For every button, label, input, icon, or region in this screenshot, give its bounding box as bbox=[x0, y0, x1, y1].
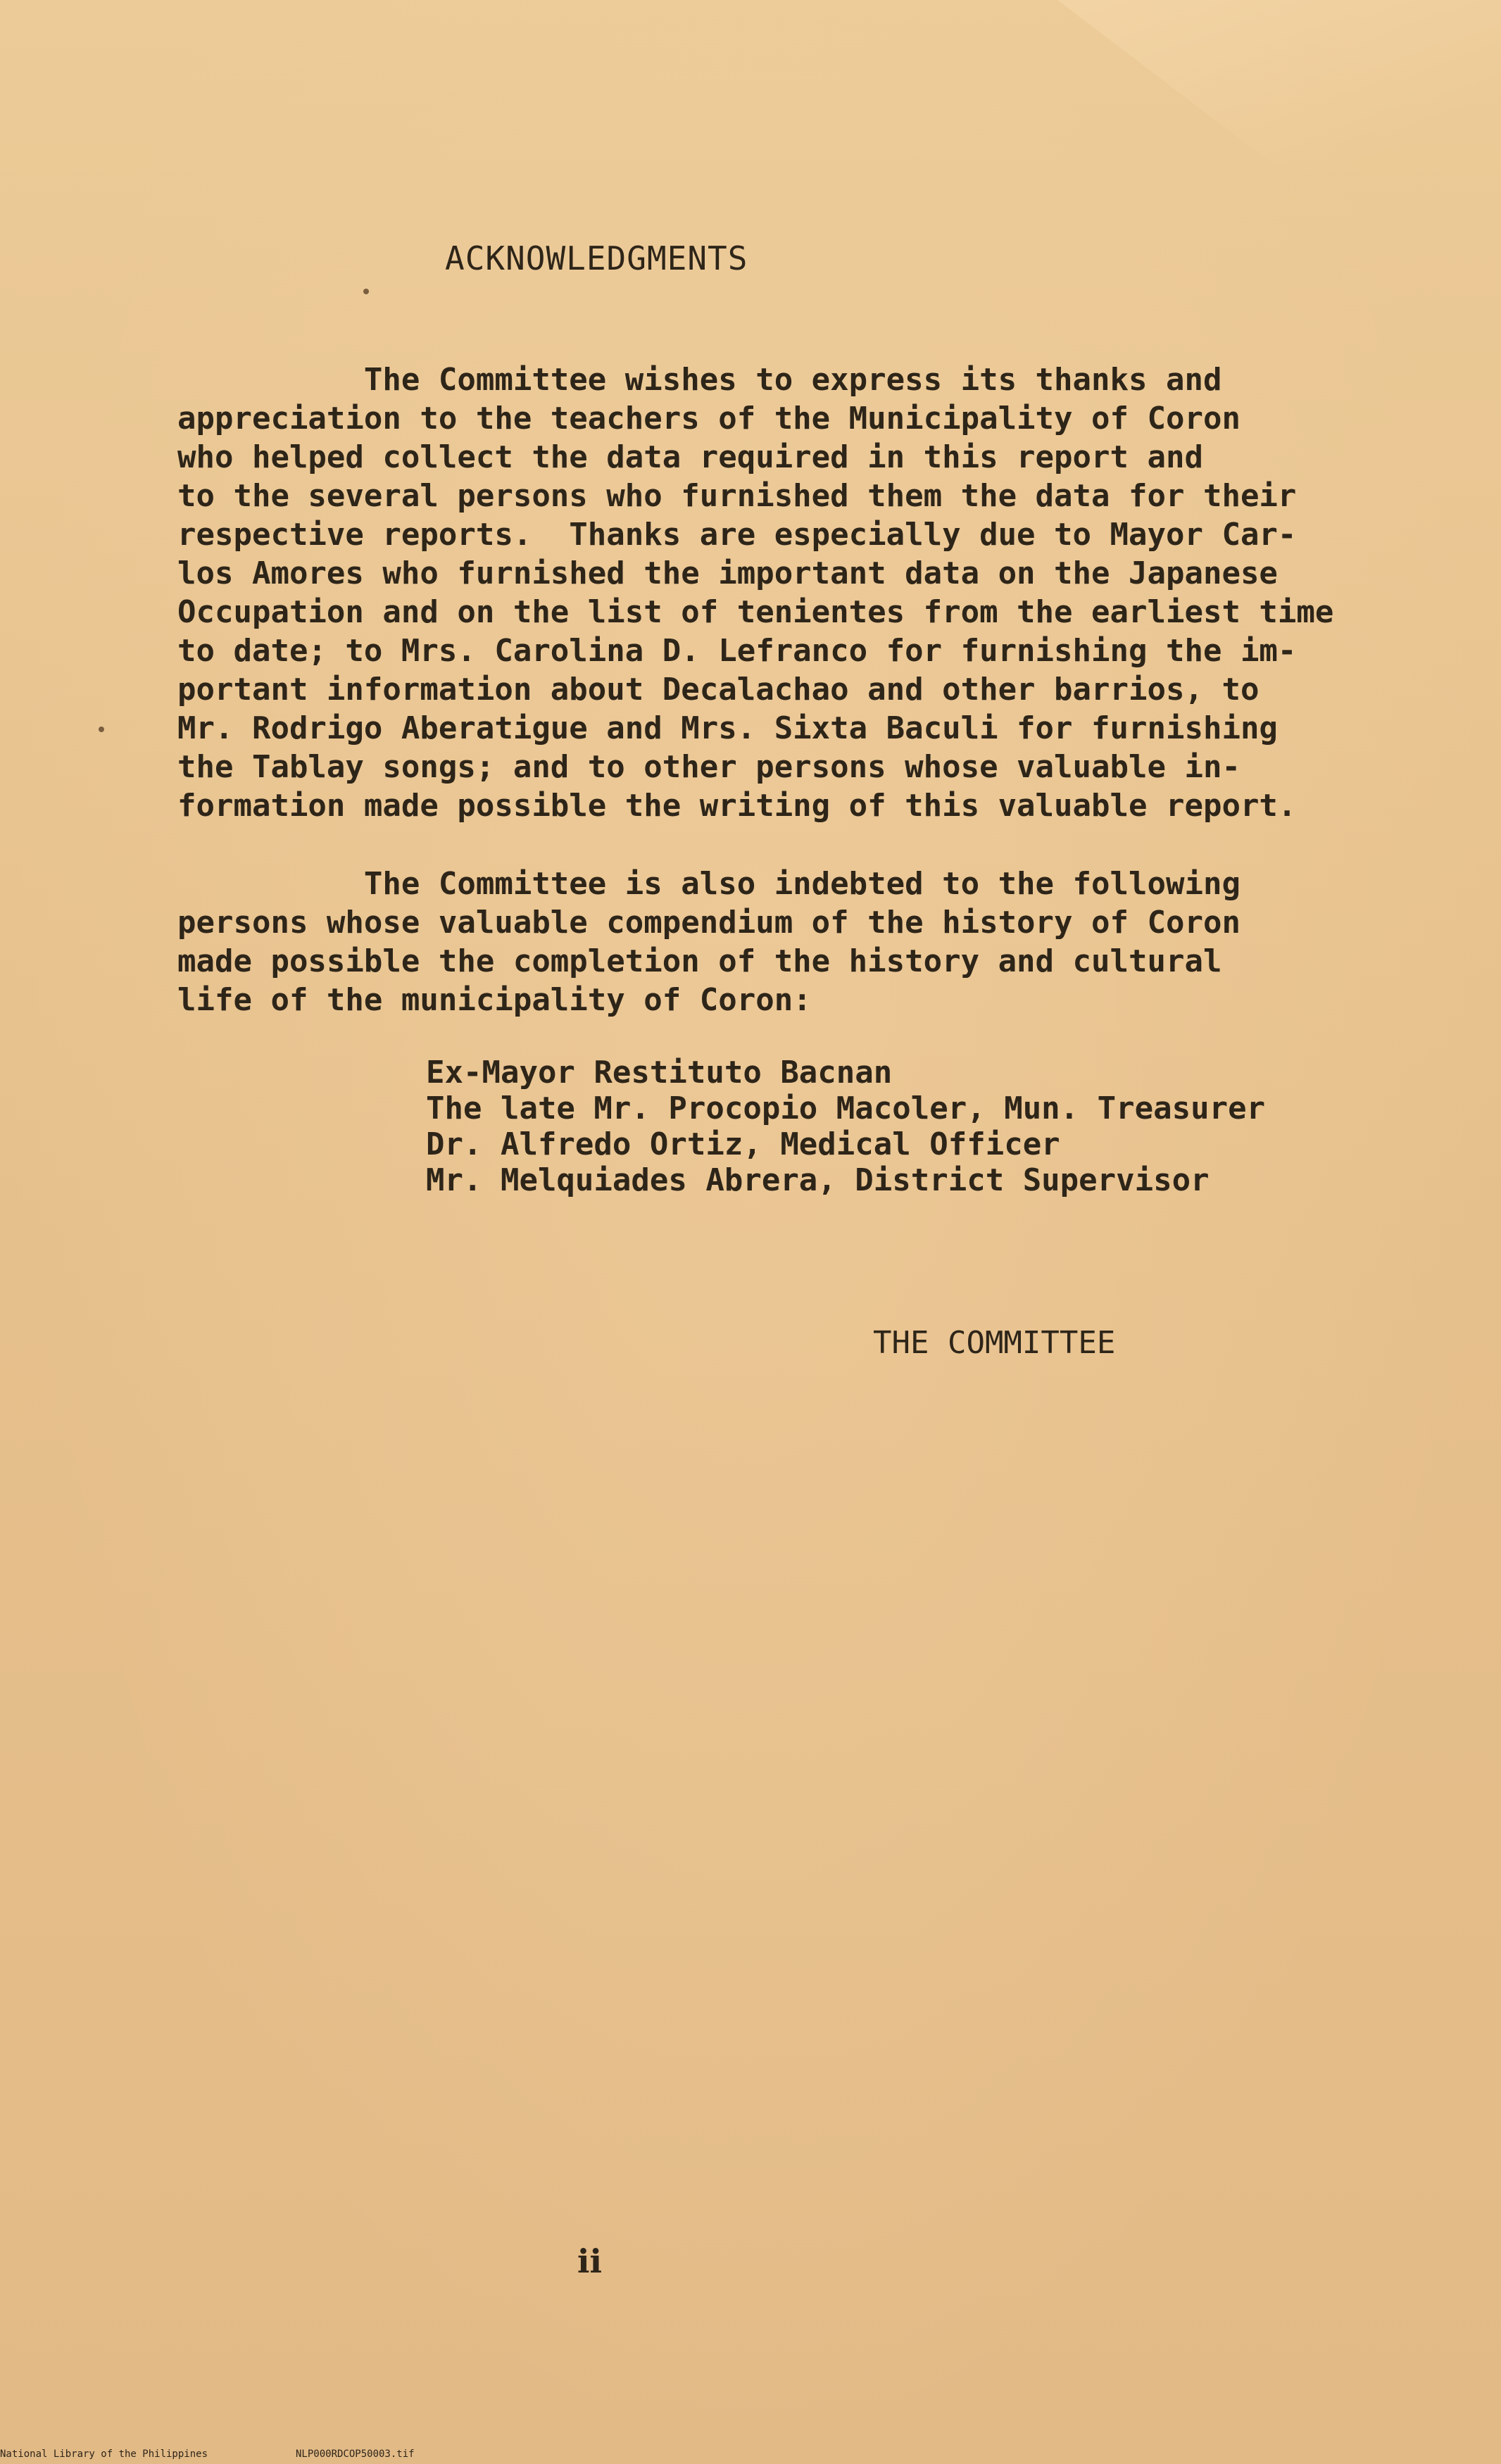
ink-mark bbox=[99, 727, 104, 732]
committee-signoff: THE COMMITTEE bbox=[873, 1325, 1116, 1361]
paragraph-line: Occupation and on the list of tenientes from the earliest time bbox=[177, 594, 1334, 630]
paper-fold bbox=[867, 0, 1501, 338]
paragraph-line: made possible the completion of the history and cultural bbox=[177, 943, 1222, 979]
footer-filename: NLP000RDCOP50003.tif bbox=[296, 2449, 415, 2460]
paragraph-line: Mr. Rodrigo Aberatigue and Mrs. Sixta Baculi for furnishing bbox=[177, 710, 1278, 746]
acknowledgment-paragraph-1 bbox=[177, 360, 1333, 825]
paragraph-line: to date; to Mrs. Carolina D. Lefranco for furnishing the im- bbox=[177, 633, 1297, 669]
paragraph-line: portant information about Decalachao and other barrios, to bbox=[177, 672, 1260, 708]
ink-mark bbox=[363, 289, 369, 294]
paragraph-line: The Committee wishes to express its thanks and bbox=[177, 362, 1222, 398]
acknowledgment-paragraph-2 bbox=[177, 865, 1241, 1019]
contributor-name: Dr. Alfredo Ortiz, Medical Officer bbox=[426, 1126, 1060, 1162]
contributor-list bbox=[426, 1055, 1265, 1198]
paragraph-line: the Tablay songs; and to other persons whose valuable in- bbox=[177, 749, 1241, 785]
paragraph-line: appreciation to the teachers of the Municipality of Coron bbox=[177, 401, 1241, 436]
page-heading: ACKNOWLEDGMENTS bbox=[445, 239, 748, 277]
page-number: ii bbox=[577, 2242, 602, 2280]
contributor-name: Mr. Melquiades Abrera, District Supervisor bbox=[426, 1162, 1210, 1198]
paragraph-line: The Committee is also indebted to the following bbox=[177, 866, 1241, 902]
contributor-name: The late Mr. Procopio Macoler, Mun. Treasurer bbox=[426, 1090, 1266, 1126]
footer-library: National Library of the Philippines bbox=[0, 2449, 208, 2460]
paragraph-line: life of the municipality of Coron: bbox=[177, 982, 812, 1018]
paragraph-line: to the several persons who furnished them the data for their bbox=[177, 478, 1297, 514]
paragraph-line: respective reports. Thanks are especially due to Mayor Car- bbox=[177, 517, 1297, 553]
contributor-name: Ex-Mayor Restituto Bacnan bbox=[426, 1055, 893, 1090]
paragraph-line: persons whose valuable compendium of the history of Coron bbox=[177, 905, 1241, 941]
paragraph-line: who helped collect the data required in this report and bbox=[177, 439, 1203, 475]
paragraph-line: los Amores who furnished the important data on the Japanese bbox=[177, 555, 1278, 591]
paragraph-line: formation made possible the writing of this valuable report. bbox=[177, 788, 1297, 824]
